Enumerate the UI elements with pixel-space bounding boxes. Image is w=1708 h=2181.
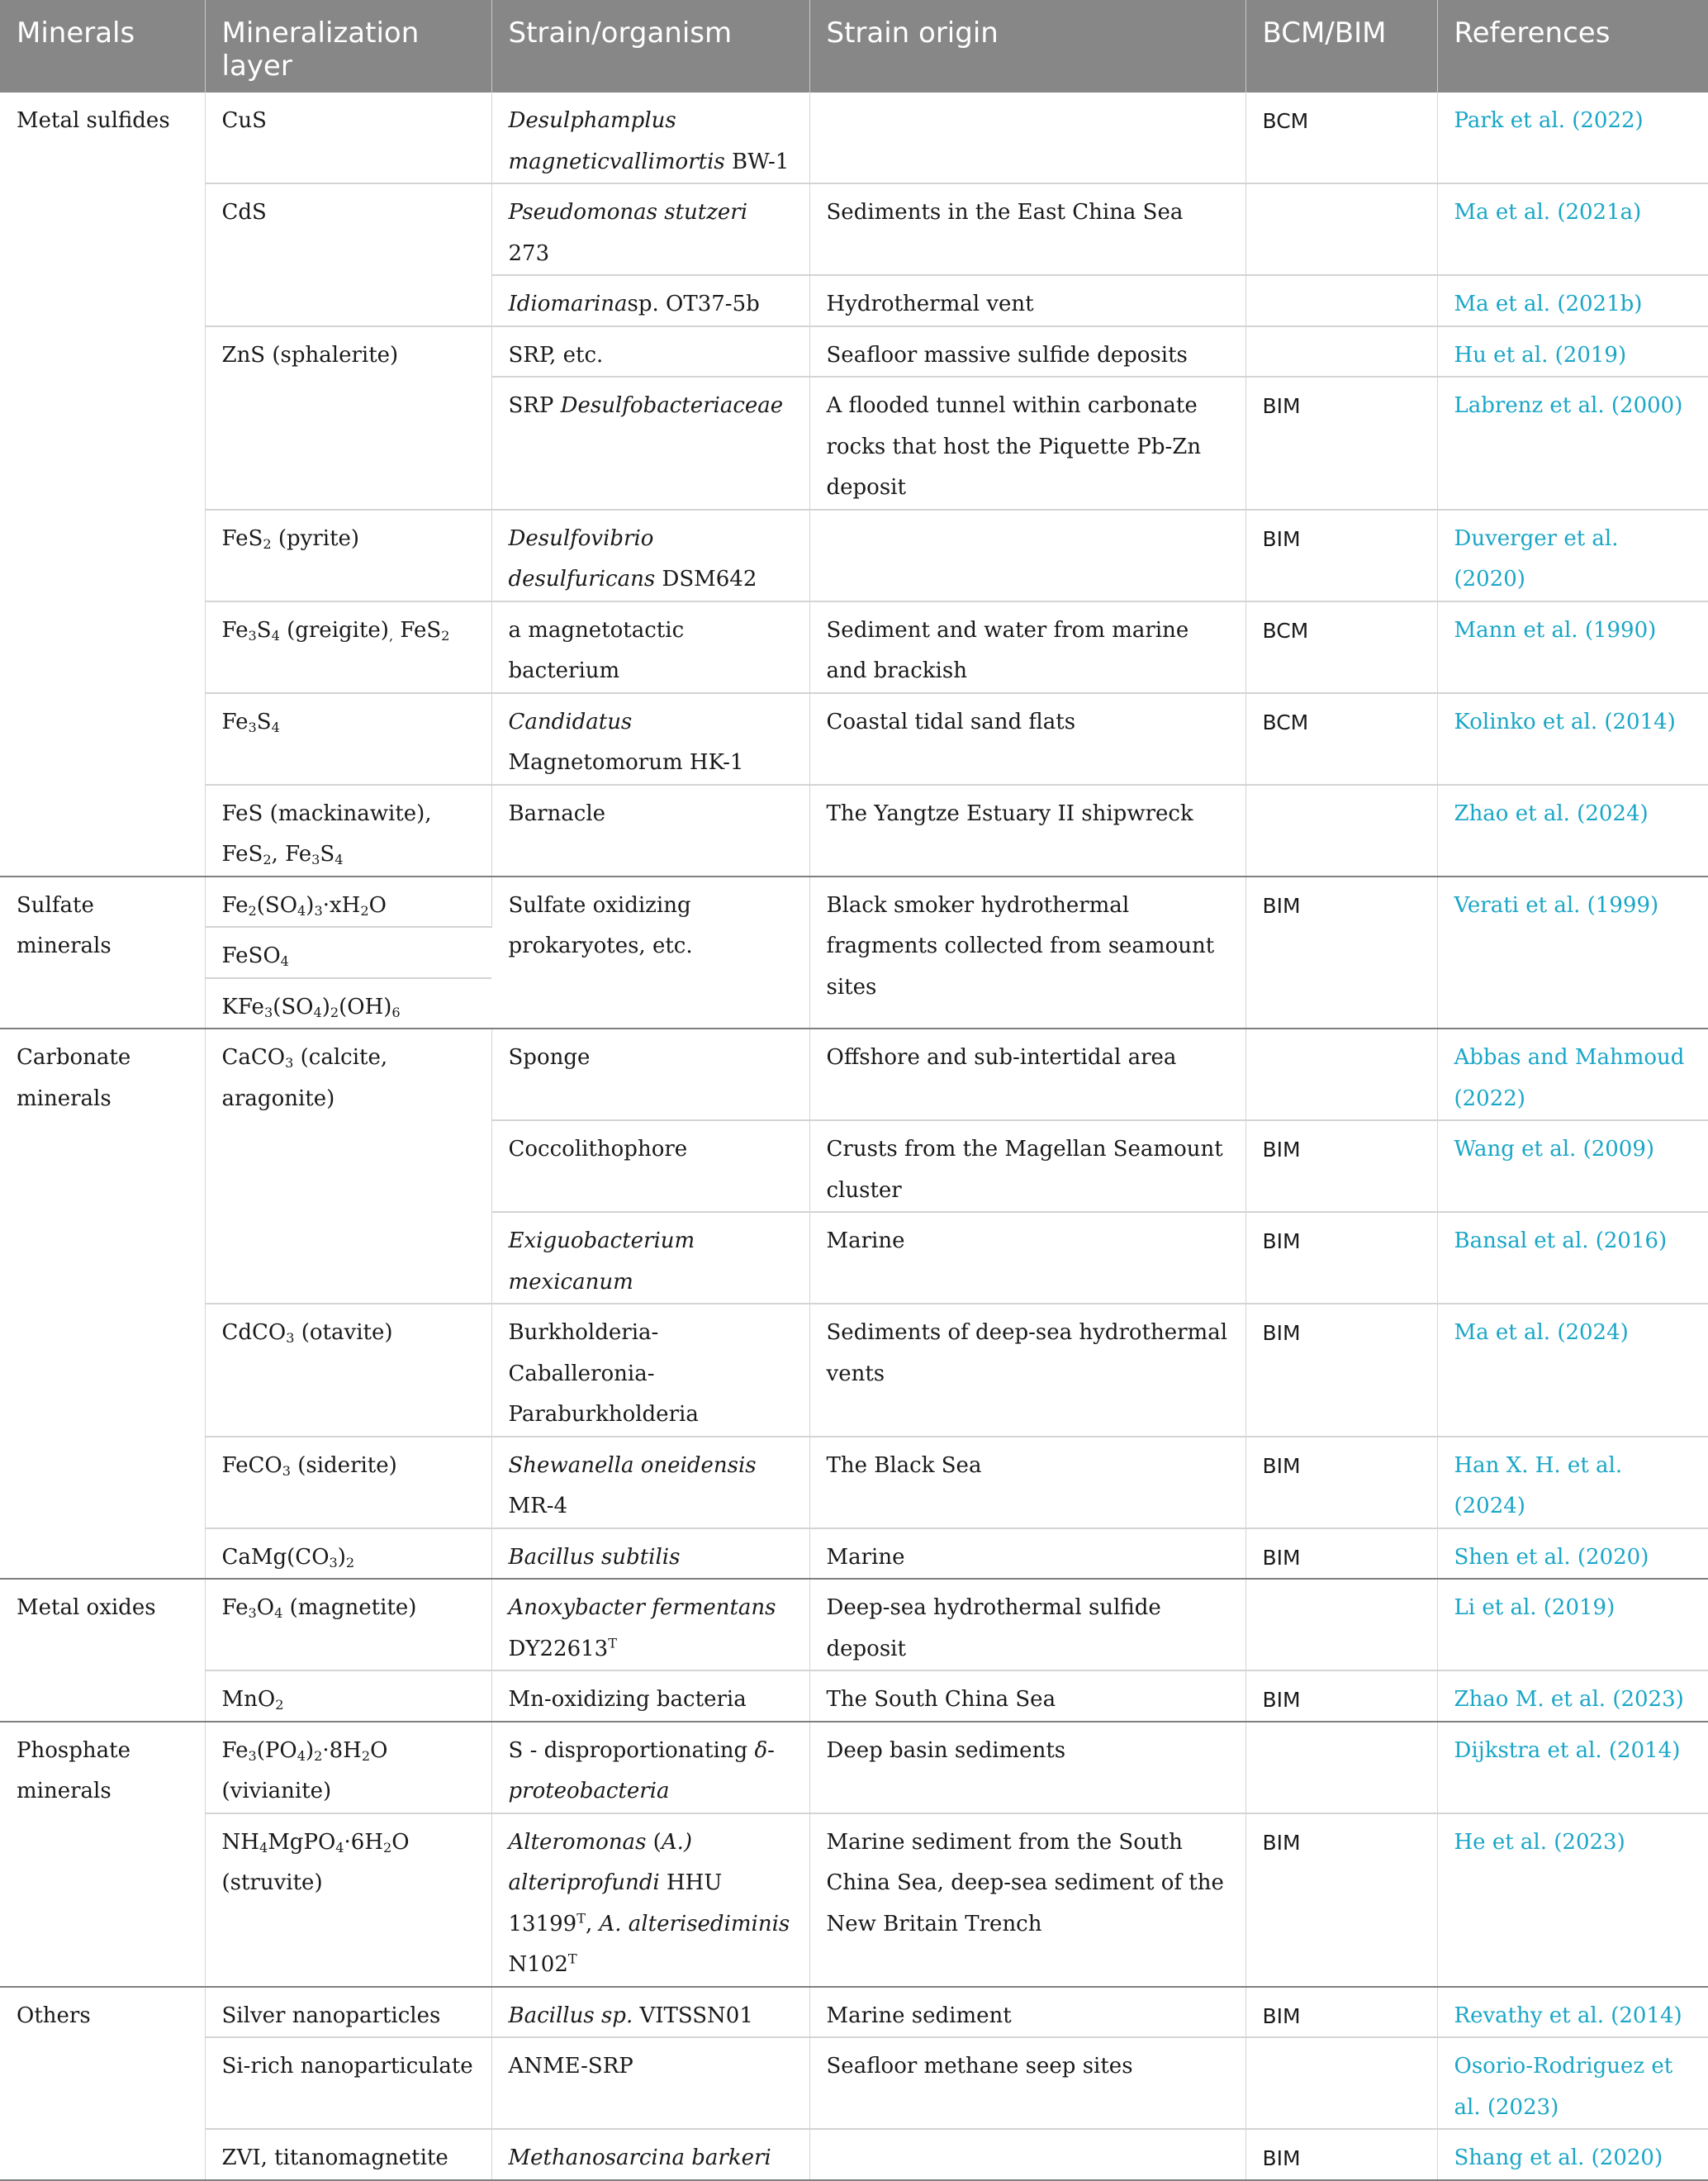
mineralization-layer: FeCO$_3$ (siderite) xyxy=(205,1437,491,1528)
header-references: References xyxy=(1437,0,1708,93)
mineralization-layer: $Fe_2(SO_4)_3\cdot xH_2O$ xyxy=(205,877,491,928)
reference-link[interactable]: Kolinko et al. (2014) xyxy=(1437,693,1708,785)
strain-organism: Shewanella oneidensis MR-4 xyxy=(491,1437,809,1528)
mineral-category: Carbonate minerals xyxy=(0,1029,205,1579)
mineralization-layer: ZVI, titanomagnetite xyxy=(205,2129,491,2180)
mineral-category: Metal sulfides xyxy=(0,93,205,877)
reference-link[interactable]: He et al. (2023) xyxy=(1437,1813,1708,1987)
strain-origin: Sediments of deep-sea hydrothermal vents xyxy=(809,1304,1245,1437)
strain-organism: Sulfate oxidizing prokaryotes, etc. xyxy=(491,877,809,1029)
strain-origin: Marine sediment xyxy=(809,1987,1245,2038)
bcm-bim-type: BIM xyxy=(1245,377,1437,510)
reference-link[interactable]: Mann et al. (1990) xyxy=(1437,601,1708,693)
reference-link[interactable]: Osorio-Rodriguez et al. (2023) xyxy=(1437,2037,1708,2129)
strain-organism: SRP Desulfobacteriaceae xyxy=(491,377,809,510)
mineralization-layer: CdS xyxy=(205,183,491,326)
strain-origin xyxy=(809,510,1245,601)
reference-link[interactable]: Abbas and Mahmoud (2022) xyxy=(1437,1029,1708,1120)
strain-origin: Seafloor methane seep sites xyxy=(809,2037,1245,2129)
strain-origin: A flooded tunnel within carbonate rocks that host the Piquette Pb-Zn deposit xyxy=(809,377,1245,510)
header-strain-origin: Strain origin xyxy=(809,0,1245,93)
table-row xyxy=(0,1437,1708,1528)
strain-origin: Coastal tidal sand flats xyxy=(809,693,1245,785)
bcm-bim-type: BIM xyxy=(1245,2129,1437,2180)
mineralization-layer: ZnS (sphalerite) xyxy=(205,326,491,510)
strain-origin: Deep-sea hydrothermal sulfide deposit xyxy=(809,1579,1245,1670)
strain-organism: Exiguobacterium mexicanum xyxy=(491,1212,809,1304)
strain-organism: ANME-SRP xyxy=(491,2037,809,2129)
strain-origin: Marine xyxy=(809,1212,1245,1304)
mineralization-layer: CaCO$_3$ (calcite, aragonite) xyxy=(205,1029,491,1304)
reference-link[interactable]: Dijkstra et al. (2014) xyxy=(1437,1722,1708,1813)
reference-link[interactable]: Revathy et al. (2014) xyxy=(1437,1987,1708,2038)
reference-link[interactable]: Park et al. (2022) xyxy=(1437,93,1708,183)
table-row xyxy=(0,1670,1708,1722)
mineral-category: Sulfate minerals xyxy=(0,877,205,1029)
reference-link[interactable]: Han X. H. et al. (2024) xyxy=(1437,1437,1708,1528)
mineral-category: Metal oxides xyxy=(0,1579,205,1722)
bcm-bim-type xyxy=(1245,326,1437,378)
reference-link[interactable]: Zhao M. et al. (2023) xyxy=(1437,1670,1708,1722)
table-row xyxy=(0,1813,1708,1987)
bcm-bim-type: BIM xyxy=(1245,877,1437,1029)
table-row xyxy=(0,693,1708,785)
strain-origin: Black smoker hydrothermal fragments collected from seamount sites xyxy=(809,877,1245,1029)
table-row xyxy=(0,601,1708,693)
mineralization-layer: $KFe_3(SO_4)_2(OH)_6$ xyxy=(205,978,491,1029)
mineralization-layer: $NH_4MgPO_4\cdot 6H_2O$ (struvite) xyxy=(205,1813,491,1987)
strain-origin: Sediment and water from marine and brackish xyxy=(809,601,1245,693)
strain-origin: The Black Sea xyxy=(809,1437,1245,1528)
table-row xyxy=(0,877,1708,928)
strain-organism: Alteromonas (A.) alteriprofundi HHU $13199^T$, A. alterisediminis $N102^T$ xyxy=(491,1813,809,1987)
strain-origin: Sediments in the East China Sea xyxy=(809,183,1245,275)
strain-organism: S - disproportionating δ-proteobacteria xyxy=(491,1722,809,1813)
strain-organism: a magnetotactic bacterium xyxy=(491,601,809,693)
bcm-bim-type: BIM xyxy=(1245,510,1437,601)
table-row xyxy=(0,326,1708,378)
header-mineralization-layer: Mineralization layer xyxy=(205,0,491,93)
mineralization-layer: $Fe_3S_4$ $(greigite)_,$ FeS$_2$ xyxy=(205,601,491,693)
bcm-bim-type: BIM xyxy=(1245,1304,1437,1437)
mineral-category: Phosphate minerals xyxy=(0,1722,205,1987)
mineralization-layer: $Fe_3(PO_4)_2\cdot 8H_2O$ (vivianite) xyxy=(205,1722,491,1813)
header-strain-organism: Strain/organism xyxy=(491,0,809,93)
mineralization-layer: $CaMg(CO_3)_2$ xyxy=(205,1528,491,1580)
table-row xyxy=(0,93,1708,183)
bcm-bim-type xyxy=(1245,785,1437,877)
mineralization-layer: Si-rich nanoparticulate xyxy=(205,2037,491,2129)
bcm-bim-type: BIM xyxy=(1245,1670,1437,1722)
bcm-bim-type: BIM xyxy=(1245,1528,1437,1580)
reference-link[interactable]: Li et al. (2019) xyxy=(1437,1579,1708,1670)
table-row xyxy=(0,1579,1708,1670)
table-body xyxy=(0,93,1708,2180)
bcm-bim-type: BIM xyxy=(1245,1437,1437,1528)
strain-organism: Burkholderia-Caballeronia-Paraburkholderia xyxy=(491,1304,809,1437)
bcm-bim-type: BIM xyxy=(1245,1813,1437,1987)
reference-link[interactable]: Hu et al. (2019) xyxy=(1437,326,1708,378)
strain-origin: Offshore and sub-intertidal area xyxy=(809,1029,1245,1120)
strain-origin: Deep basin sediments xyxy=(809,1722,1245,1813)
bcm-bim-type: BIM xyxy=(1245,1212,1437,1304)
reference-link[interactable]: Bansal et al. (2016) xyxy=(1437,1212,1708,1304)
reference-link[interactable]: Wang et al. (2009) xyxy=(1437,1120,1708,1212)
strain-organism: Desulphamplus magneticvallimortis BW-1 xyxy=(491,93,809,183)
strain-organism: Idiomarinasp. OT37-5b xyxy=(491,275,809,326)
bcm-bim-type: BIM xyxy=(1245,1120,1437,1212)
table-row xyxy=(0,1029,1708,1120)
bcm-bim-type xyxy=(1245,1029,1437,1120)
strain-origin: Marine xyxy=(809,1528,1245,1580)
mineralization-layer: FeS$_2$ (pyrite) xyxy=(205,510,491,601)
bcm-bim-type: BIM xyxy=(1245,1987,1437,2038)
strain-origin: Seafloor massive sulfide deposits xyxy=(809,326,1245,378)
strain-organism: Anoxybacter fermentans $DY22613^T$ xyxy=(491,1579,809,1670)
reference-link[interactable]: Duverger et al. (2020) xyxy=(1437,510,1708,601)
reference-link[interactable]: Ma et al. (2024) xyxy=(1437,1304,1708,1437)
table-row xyxy=(0,2037,1708,2129)
bcm-bim-type xyxy=(1245,1722,1437,1813)
reference-link[interactable]: Ma et al. (2021b) xyxy=(1437,275,1708,326)
bcm-bim-type xyxy=(1245,2037,1437,2129)
header-bcm-bim: BCM/BIM xyxy=(1245,0,1437,93)
reference-link[interactable]: Ma et al. (2021a) xyxy=(1437,183,1708,275)
reference-link[interactable]: Verati et al. (1999) xyxy=(1437,877,1708,1029)
bcm-bim-type: BCM xyxy=(1245,693,1437,785)
table-row xyxy=(0,1304,1708,1437)
reference-link[interactable]: Zhao et al. (2024) xyxy=(1437,785,1708,877)
table-row xyxy=(0,1528,1708,1580)
header-minerals: Minerals xyxy=(0,0,205,93)
mineralization-layer: MnO$_2$ xyxy=(205,1670,491,1722)
table-row xyxy=(0,1987,1708,2038)
table-row xyxy=(0,510,1708,601)
mineralization-layer: CdCO$_3$ (otavite) xyxy=(205,1304,491,1437)
strain-origin: Crusts from the Magellan Seamount cluster xyxy=(809,1120,1245,1212)
bcm-bim-type xyxy=(1245,183,1437,275)
strain-organism: Coccolithophore xyxy=(491,1120,809,1212)
bcm-bim-type xyxy=(1245,1579,1437,1670)
strain-origin: Marine sediment from the South China Sea, deep-sea sediment of the New Britain Trench xyxy=(809,1813,1245,1987)
bcm-bim-type: BCM xyxy=(1245,93,1437,183)
strain-organism: SRP, etc. xyxy=(491,326,809,378)
mineralization-layer: $Fe_3S_4$ xyxy=(205,693,491,785)
table-row xyxy=(0,2129,1708,2180)
mineral-category: Others xyxy=(0,1987,205,2180)
strain-organism: Mn-oxidizing bacteria xyxy=(491,1670,809,1722)
mineralization-layer: $Fe_3O_4$ (magnetite) xyxy=(205,1579,491,1670)
header-row xyxy=(0,0,1708,93)
mineralization-layer: FeS (mackinawite), FeS$_2$, $Fe_3S_4$ xyxy=(205,785,491,877)
reference-link[interactable]: Shang et al. (2020) xyxy=(1437,2129,1708,2180)
strain-origin xyxy=(809,2129,1245,2180)
table-row xyxy=(0,183,1708,275)
strain-organism: Barnacle xyxy=(491,785,809,877)
strain-organism: Bacillus sp. VITSSN01 xyxy=(491,1987,809,2038)
bcm-bim-type xyxy=(1245,275,1437,326)
bcm-bim-type: BCM xyxy=(1245,601,1437,693)
strain-origin xyxy=(809,93,1245,183)
strain-origin: The Yangtze Estuary II shipwreck xyxy=(809,785,1245,877)
mineralization-layer: CuS xyxy=(205,93,491,183)
strain-origin: The South China Sea xyxy=(809,1670,1245,1722)
mineralization-layer: FeSO$_4$ xyxy=(205,927,491,978)
strain-origin: Hydrothermal vent xyxy=(809,275,1245,326)
table-row xyxy=(0,785,1708,877)
strain-organism: Candidatus Magnetomorum HK-1 xyxy=(491,693,809,785)
strain-organism: Methanosarcina barkeri xyxy=(491,2129,809,2180)
strain-organism: Bacillus subtilis xyxy=(491,1528,809,1580)
mineralization-layer: Silver nanoparticles xyxy=(205,1987,491,2038)
strain-organism: Pseudomonas stutzeri 273 xyxy=(491,183,809,275)
reference-link[interactable]: Shen et al. (2020) xyxy=(1437,1528,1708,1580)
strain-organism: Desulfovibrio desulfuricans DSM642 xyxy=(491,510,809,601)
table-row xyxy=(0,1722,1708,1813)
reference-link[interactable]: Labrenz et al. (2000) xyxy=(1437,377,1708,510)
strain-organism: Sponge xyxy=(491,1029,809,1120)
